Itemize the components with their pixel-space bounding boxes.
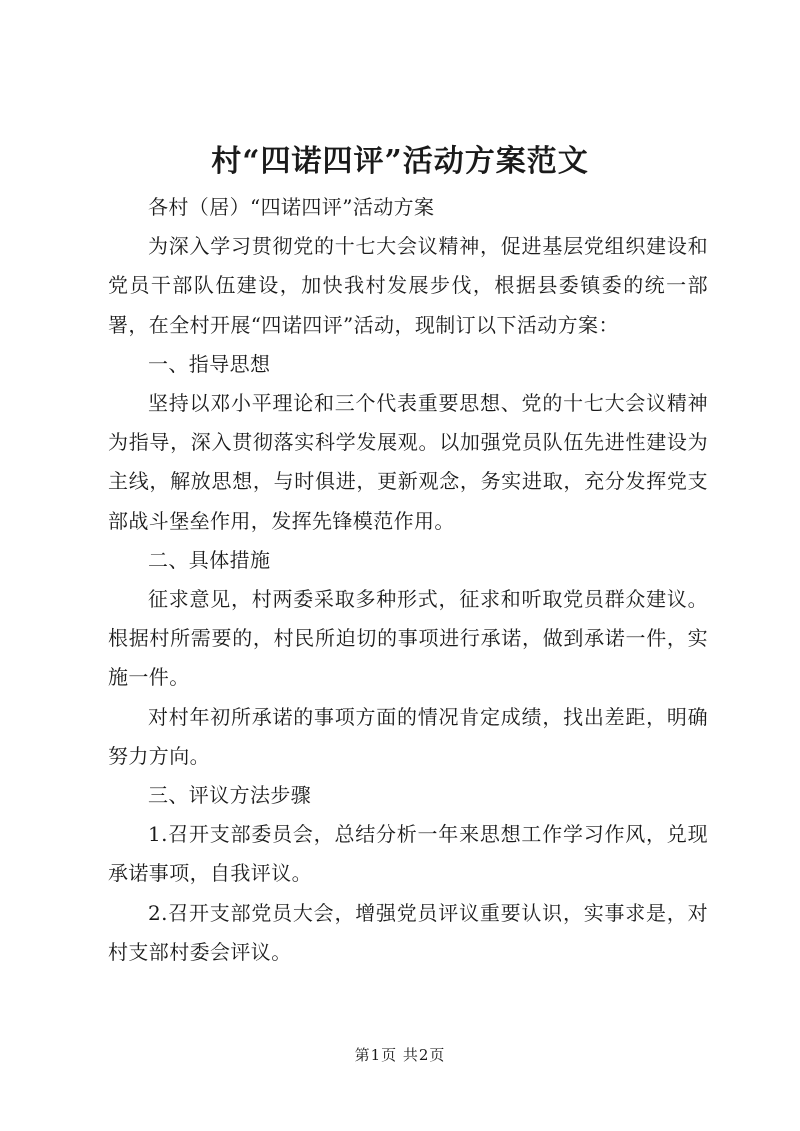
document-title: 村“四诺四评”活动方案范文: [211, 144, 589, 179]
section-heading-steps: 三、评议方法步骤: [148, 783, 312, 808]
paragraph-measures-1: 征求意见，村两委采取多种形式，征求和听取党员群众建议。根据村所需要的，村民所迫切的事项进行承诺，做到承诺一件，实施一件。: [108, 587, 708, 690]
section-heading-guiding-thought: 一、指导思想: [148, 351, 271, 376]
paragraph-guiding-thought: 坚持以邓小平理论和三个代表重要思想、党的十七大会议精神为指导，深入贯彻落实科学发展观。以加强党员队伍先进性建设为主线，解放思想，与时俱进，更新观念，务实进取，充分发挥党支部战斗堡垒作用，发挥先锋模范作用。: [108, 391, 708, 533]
section-heading-measures: 二、具体措施: [148, 547, 271, 572]
paragraph-measures-2: 对村年初所承诺的事项方面的情况肯定成绩，找出差距，明确努力方向。: [108, 704, 708, 768]
paragraph-subtitle: 各村（居）“四诺四评”活动方案: [148, 195, 435, 219]
paragraph-step-2: 2.召开支部党员大会，增强党员评议重要认识，实事求是，对村支部村委会评议。: [108, 900, 708, 964]
page-number-footer: 第1页 共2页: [354, 1046, 446, 1064]
paragraph-intro: 为深入学习贯彻党的十七大会议精神，促进基层党组织建设和党员干部队伍建设，加快我村发展步伐，根据县委镇委的统一部署，在全村开展“四诺四评”活动，现制订以下活动方案：: [108, 234, 708, 337]
paragraph-step-1: 1.召开支部委员会，总结分析一年来思想工作学习作风，兑现承诺事项，自我评议。: [108, 822, 708, 886]
document-body: [108, 188, 708, 972]
